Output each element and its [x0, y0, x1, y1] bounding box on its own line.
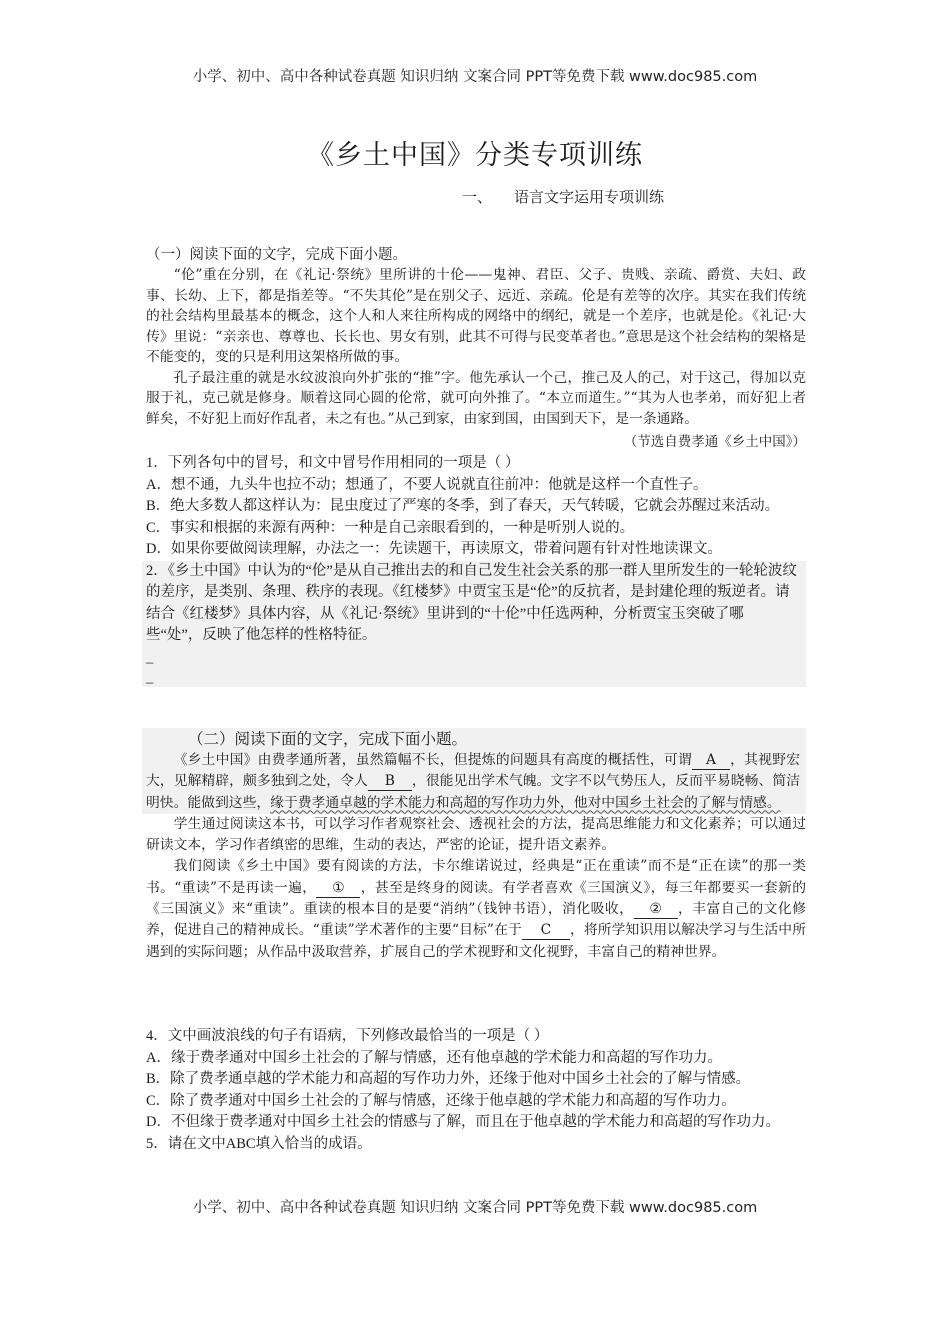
passage-paragraph: [146, 856, 806, 962]
passage-paragraph: [146, 750, 800, 814]
wavy-underlined-sentence: 缘于费孝通卓越的学术能力和高超的写作功力外，他对中国乡土社会的了解与情感。: [270, 794, 781, 811]
question-2: 2．《乡土中国》中认为的“伦”是从自己推出去的和自己发生社会关系的那一群人里所发生的一轮轮波纹的差序，是类别、条理、秩序的表现。《红楼梦》中贾宝玉是“伦”的反抗者，是封建伦理的叛逆者。请结合《红楼梦》具体内容，从《礼记·祭统》里讲到的“十伦”中任选两种，分析贾宝玉突破了哪些“处”，反映了他怎样的性格特征。: [146, 562, 797, 643]
passage-source: （节选自费孝通《乡土中国》）: [623, 434, 806, 450]
text-run: 《乡土中国》由费孝通所著，虽然篇幅不长，但提炼的问题具有高度的概括性，可谓: [173, 752, 692, 768]
question-5: 5．请在文中ABC填入恰当的成语。: [146, 1135, 372, 1152]
question-1-option-a: A．想不通，九头牛也拉不动；想通了，不要人说就直往前冲：他就是这样一个直性子。: [146, 476, 708, 493]
page-title: 《乡土中国》分类专项训练: [307, 140, 643, 171]
passage-paragraph: “伦”重在分别，在《礼记·祭统》里所讲的十伦——鬼神、君臣、父子、贵贱、亲疏、爵赏、夫妇、政事、长幼、上下，都是指差等。“不失其伦”是在别父子、远近、亲疏。伦是有差等的次序。其实在我们传统的社会结构里最基本的概念，这个人和人来往所构成的网络中的纲纪，就是一个差序，也就是伦。《礼记·大传》里说：“亲亲也、尊尊也、长长也、男女有别，此其不可得与民变革者也。”意思是这个社会结构的架格是不能变的，变的只是利用这架格所做的事。: [146, 267, 806, 365]
text-run: ，丰富自己的文化修养，促进自己的精神成长。“重读”学术著作的主要“目标”在于: [146, 901, 806, 939]
blank-2: ②: [634, 901, 678, 919]
answer-line: _: [146, 668, 154, 684]
text-run: ，将所学知识用以解决学习与生活中所遇到的实际问题；从作品中汲取营养，扩展自己的学术视野和文化视野，丰富自己的精神世界。: [146, 922, 806, 960]
question-1-option-b: B．绝大多数人都这样认为：昆虫度过了严寒的冬季，到了春天，天气转暖，它就会苏醒过来活动。: [146, 498, 780, 514]
blank-a: A: [692, 752, 730, 770]
part-two-intro: （二）阅读下面的文字，完成下面小题。: [188, 730, 468, 748]
answer-line: _: [146, 648, 154, 664]
blank-b: B: [368, 773, 412, 791]
question-4-option-a: A．缘于费孝通对中国乡土社会的了解与情感，还有他卓越的学术能力和高超的写作功力。: [146, 1049, 722, 1066]
part-one: [146, 245, 806, 687]
text-run: ，甚至是终身的阅读。有学者喜欢《三国演义》，每三年都要买一套新的《三国演义》来“重读”。重读的根本目的是要“消纳”（钱钟书语），消化吸收，: [146, 879, 806, 918]
section-subtitle: [462, 186, 664, 207]
question-4-option-d: D．不但缘于费孝通对中国乡土社会的情感与了解，而且在于他卓越的学术能力和高超的写作功力。: [146, 1114, 780, 1130]
blank-1: ①: [316, 880, 360, 898]
part-one-intro: （一）阅读下面的文字，完成下面小题。: [146, 247, 407, 263]
part-two: [146, 728, 806, 963]
question-1: 1．下列各句中的冒号，和文中冒号作用相同的一项是（ ）: [146, 455, 520, 471]
subtitle-text: 语言文字运用专项训练: [514, 188, 665, 206]
text-run: ，其视野宏大，见解精辟，颇多独到之处，令人: [146, 752, 801, 790]
text-run: 我们阅读《乡土中国》要有阅读的方法，卡尔维诺说过，经典是“正在重读”而不是“正在读”的那一类书。“重读”不是再读一遍，: [146, 858, 806, 896]
page-header: 小学、初中、高中各种试卷真题 知识归纳 文案合同 PPT等免费下载 www.doc985.com: [192, 69, 758, 85]
passage-paragraph: 学生通过阅读这本书，可以学习作者观察社会、透视社会的方法，提高思维能力和文化素养；可以通过研读文本，学习作者缜密的思维，生动的表达，严密的论证，提升语文素养。: [146, 815, 806, 854]
question-4-option-b: B．除了费孝通卓越的学术能力和高超的写作功力外，还缘于他对中国乡土社会的了解与情感。: [146, 1071, 751, 1087]
page-footer: 小学、初中、高中各种试卷真题 知识归纳 文案合同 PPT等免费下载 www.doc985.com: [192, 1200, 758, 1216]
question-1-option-d: D．如果你要做阅读理解，办法之一：先读题干，再读原文，带着问题有针对性地读课文。: [146, 541, 722, 557]
passage-paragraph: 孔子最注重的就是水纹波浪向外扩张的“推”字。他先承认一个己，推己及人的己，对于这己，得加以克服于礼，克己就是修身。顺着这同心圆的伦常，就可向外推了。“本立而道生。”“其为人也孝弟，而好犯上者鲜矣，不好犯上而好作乱者，未之有也。”从己到家，由家到国，由国到天下，是一条通路。: [146, 369, 806, 427]
question-1-option-c: C．事实和根据的来源有两种：一种是自己亲眼看到的，一种是听别人说的。: [146, 519, 635, 536]
blank-c: C: [522, 922, 570, 940]
question-2-block: [142, 561, 806, 687]
part-two-shaded: [142, 728, 806, 814]
question-4: 4．文中画波浪线的句子有语病，下列修改最恰当的一项是（ ）: [146, 1028, 549, 1044]
part-three: [146, 1026, 806, 1155]
text-run: ，很能见出学术气魄。文字不以气势压人，反而平易晓畅、简洁明快。能做到这些，: [146, 773, 801, 811]
subtitle-number: 一、: [462, 188, 493, 206]
question-4-option-c: C．除了费孝通对中国乡土社会的了解与情感，还缘于他卓越的学术能力和高超的写作功力。: [146, 1092, 736, 1109]
